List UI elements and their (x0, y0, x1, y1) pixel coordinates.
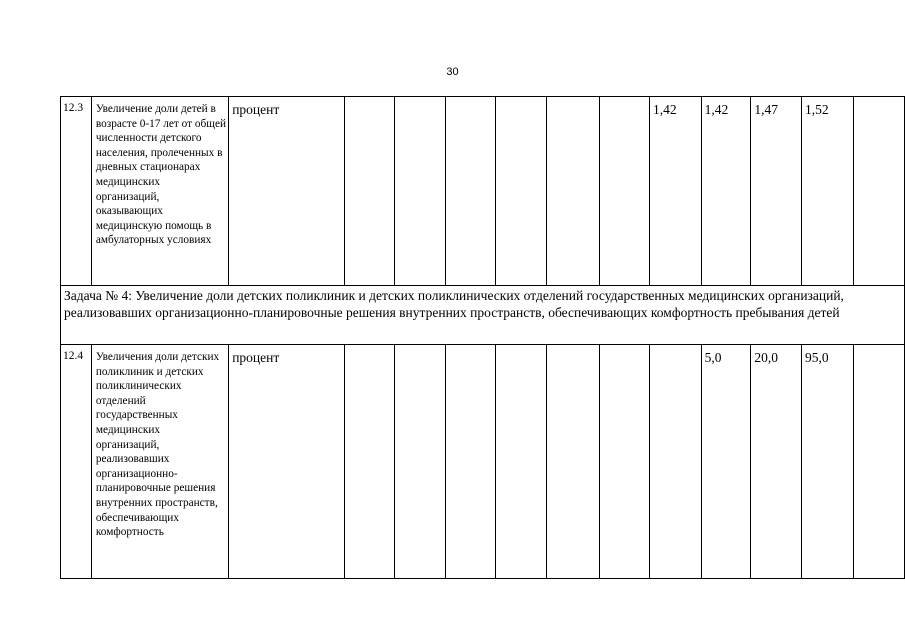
value-cell (394, 345, 445, 579)
indicators-table (60, 96, 905, 579)
value-cell (496, 345, 547, 579)
value-cell (445, 345, 495, 579)
task-4-heading: Задача № 4: Увеличение доли детских поликлиник и детских поликлинических отделений государственных медицинских организаций, реализовавших организационно-планировочные решения внутренних пространств, обеспечивающих комфортность пребывания детей (61, 286, 905, 345)
unit-cell: процент (229, 97, 345, 286)
value-cell (394, 97, 445, 286)
table-row-12-4 (61, 345, 905, 579)
value-cell (496, 97, 547, 286)
value-cell (547, 97, 599, 286)
task-row (61, 286, 905, 345)
value-cell (853, 97, 904, 286)
value-cell (599, 345, 649, 579)
value-cell (650, 345, 702, 579)
indicator-name-cell: Увеличение доли детей в возрасте 0-17 лет от общей численности детского населения, пролеченных в дневных стационарах медицинских организаций, оказывающих медицинскую помощь в амбулаторных условиях (91, 97, 228, 286)
row-number-cell: 12.3 (61, 97, 92, 286)
unit-cell: процент (229, 345, 345, 579)
value-cell: 1,42 (650, 97, 702, 286)
table-row-12-3 (61, 97, 905, 286)
row-number-cell: 12.4 (61, 345, 92, 579)
value-cell: 20,0 (751, 345, 802, 579)
value-cell (853, 345, 904, 579)
value-cell: 1,52 (801, 97, 853, 286)
value-cell (547, 345, 599, 579)
value-cell: 1,47 (751, 97, 802, 286)
value-cell (599, 97, 649, 286)
value-cell: 95,0 (801, 345, 853, 579)
value-cell: 1,42 (701, 97, 751, 286)
value-cell (345, 345, 394, 579)
value-cell: 5,0 (701, 345, 751, 579)
indicator-name-cell: Увеличения доли детских поликлиник и детских поликлинических отделений государственных медицинских организаций, реализовавших организационно-планировочные решения внутренних пространств, обеспечивающих комфортность (91, 345, 228, 579)
page-number: 30 (446, 66, 459, 78)
value-cell (445, 97, 495, 286)
value-cell (345, 97, 394, 286)
